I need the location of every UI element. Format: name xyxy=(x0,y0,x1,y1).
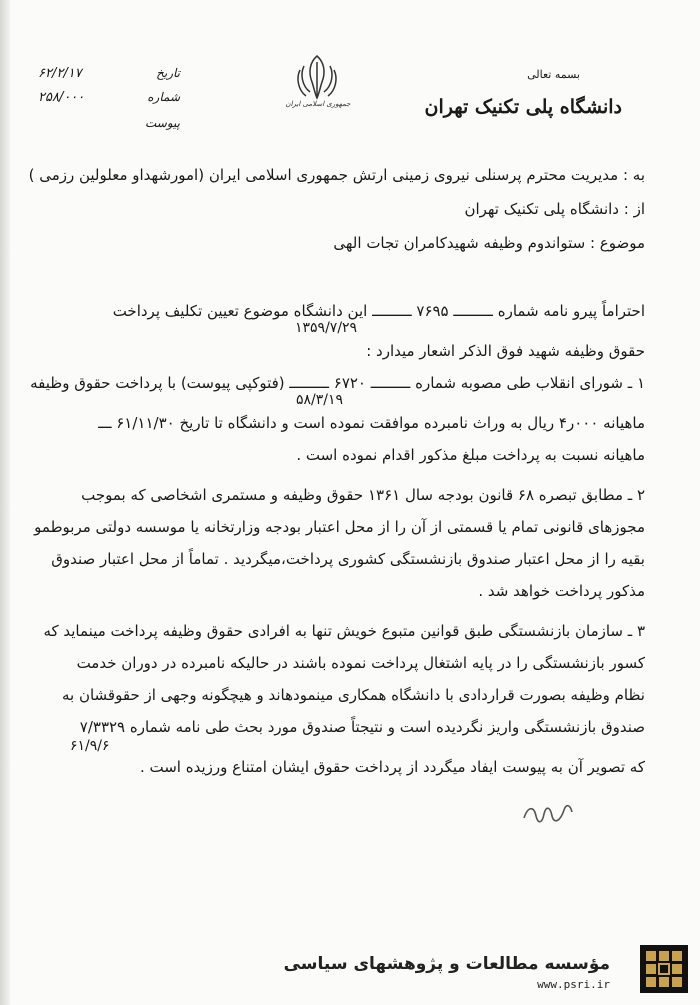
attachment-label: پیوست xyxy=(145,116,180,130)
scan-edge xyxy=(0,0,10,1005)
paragraph-2-line-1: ۱ ـ شورای انقلاب طی مصوبه شماره ـــــــــ ۶۷۲۰ ـــــــــ (فتوکپی پیوست) با پرداخت حقوق وظیفه xyxy=(30,374,645,392)
institute-logo-icon xyxy=(640,945,688,993)
number-value: ۲۵۸/۰۰۰ xyxy=(38,90,85,105)
paragraph-4-reference-date: ۶۱/۹/۶ xyxy=(70,738,110,754)
paragraph-1-line-2: حقوق وظیفه شهید فوق الذکر اشعار میدارد : xyxy=(366,342,645,360)
paragraph-2-line-3: ماهیانه نسبت به پرداخت مبلغ مذکور اقدام نموده است . xyxy=(296,446,645,464)
emblem-caption: جمهوری اسلامی ایران xyxy=(285,100,351,108)
sender-line: از : دانشگاه پلی تکنیک تهران xyxy=(464,200,645,218)
paragraph-4-line-4: صندوق بازنشستگی واریز نگردیده است و نتیجتاً صندوق مورد بحث طی نامه شماره ۷/۳۳۲۹ xyxy=(79,718,645,736)
paragraph-4-line-1: ۳ ـ سازمان بازنشستگی طبق قوانین متبوع خویش تنها به افرادی حقوق وظیفه پرداخت مینماید که xyxy=(43,622,645,640)
date-value: ۶۲/۲/۱۷ xyxy=(38,66,82,81)
paragraph-2-line-2: ماهیانه ۰۰۰ر۴ ریال به وراث نامبرده موافقت نموده است و دانشگاه تا تاریخ ۶۱/۱۱/۳۰ ـــ xyxy=(98,414,645,432)
paragraph-1-reference-date: ۱۳۵۹/۷/۲۹ xyxy=(295,320,358,336)
paragraph-4-line-2: کسور بازنشستگی را در پایه اشتغال پرداخت نموده باشند در حالیکه نامبرده در دوران خدمت xyxy=(76,654,645,672)
paragraph-3-line-2: مجوزهای قانونی تمام یا قسمتی از آن را از محل اعتبار بودجه وزارتخانه یا موسسه دولتی مربوطمو xyxy=(34,518,645,536)
institute-url[interactable]: www.psri.ir xyxy=(537,978,610,991)
meta-attachment-row xyxy=(30,116,180,134)
letter-meta xyxy=(30,66,180,144)
subject-line: موضوع : ستواندوم وظیفه شهیدکامران تجات الهی xyxy=(333,234,645,252)
paragraph-2-reference-date: ۵۸/۳/۱۹ xyxy=(296,392,344,408)
paragraph-3-line-4: مذکور پرداخت خواهد شد . xyxy=(478,582,645,600)
bismillah-heading: بسمه تعالی xyxy=(527,68,580,81)
paragraph-3-line-1: ۲ ـ مطابق تبصره ۶۸ قانون بودجه سال ۱۳۶۱ حقوق وظیفه و مستمری اشخاصی که بموجب xyxy=(81,486,645,504)
paragraph-1-line-1: احتراماً پیرو نامه شماره ـــــــــ ۷۶۹۵ ـــــــــ این دانشگاه موضوع تعیین تکلیف پرداخت xyxy=(112,302,645,320)
signature-mark xyxy=(520,796,576,830)
paragraph-4-line-3: نظام وظیفه بصورت قراردادی با دانشگاه همکاری مینمودهاند و هیچگونه وجهی از حقوقشان به xyxy=(61,686,645,704)
meta-number-row xyxy=(30,90,180,108)
paragraph-3-line-3: بقیه را از محل اعتبار صندوق بازنشستگی کشوری پرداخت،میگردید . تماماً از محل اعتبار صندوق xyxy=(51,550,645,568)
university-name: دانشگاه پلی تکنیک تهران xyxy=(424,96,622,118)
date-label: تاریخ xyxy=(156,66,180,80)
meta-date-row xyxy=(30,66,180,84)
recipient-line: به : مدیریت محترم پرسنلی نیروی زمینی ارتش جمهوری اسلامی ایران (امورشهداو معلولین رزمی ) xyxy=(28,166,645,184)
number-label: شماره xyxy=(147,90,180,104)
institute-name: مؤسسه مطالعات و پژوهشهای سیاسی xyxy=(283,954,610,974)
paragraph-4-line-5: که تصویر آن به پیوست ایفاد میگردد از پرداخت حقوق ایشان امتناع ورزیده است . xyxy=(139,758,645,776)
